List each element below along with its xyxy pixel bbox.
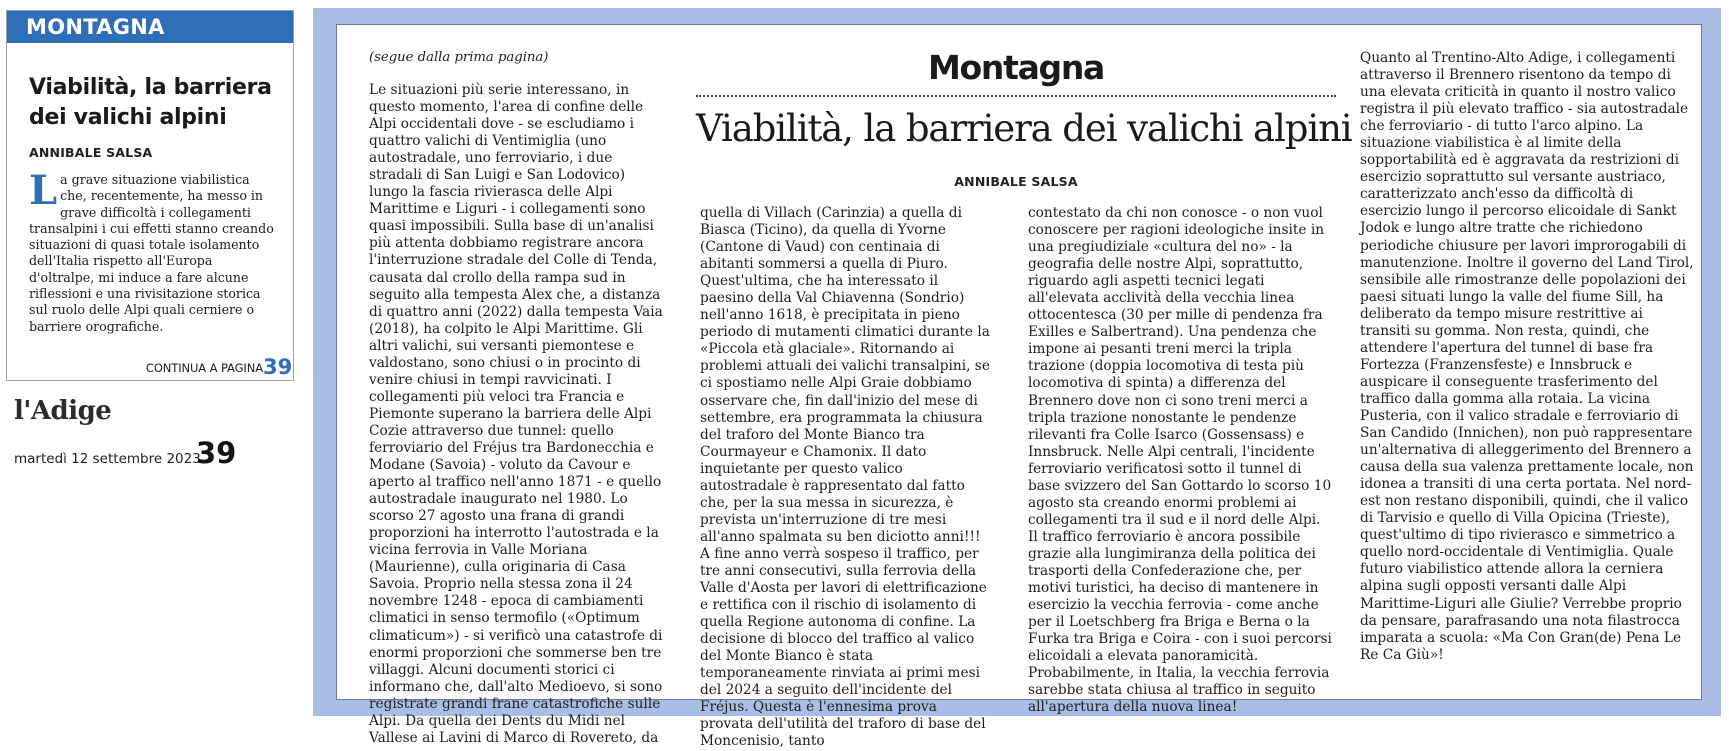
- page-number: 39: [196, 436, 237, 470]
- article-column-4: [1360, 50, 1696, 664]
- article-column-3: [1028, 205, 1332, 716]
- teaser-title: Viabilità, la barriera dei valichi alpini: [29, 75, 272, 130]
- column-text: contestato da chi non conosce - o non vuol conoscere per ragioni ideologiche insite in una pregiudiziale «cultura del no» - la geografia delle nostre Alpi, soprattutto, riguardo agli aspetti tecnici legati all'elevata acclività della vecchia linea ottocentesca (30 per mille di pendenza fra Exilles e Salbertrand). Una pendenza che impone ai pesanti treni merci la tripla trazione (doppia locomotiva di testa più locomotiva di spinta) a differenza del Brennero dove non ci sono treni merci a tripla trazione nonostante le pendenze rilevanti fra Colle Isarco (Gossensass) e Innsbruck. Nelle Alpi centrali, l'incidente ferroviario verificatosi sotto il tunnel di base svizzero del San Gottardo lo scorso 10 agosto sta creando enormi problemi ai collegamenti tra il sud e il nord delle Alpi. Il traffico ferroviario è ancora possibile grazie alla lungimiranza della politica dei trasporti della Confederazione che, per motivi turistici, ha deciso di mantenere in esercizio la vecchia ferrovia - come anche per il Loetschberg fra Briga e Berna o la Furka tra Briga e Coira - con i suoi percorsi elicoidali a elevata panoramicità. Probabilmente, in Italia, la vecchia ferrovia sarebbe stata chiusa al traffico in seguito all'apertura della nuova linea!: [1028, 205, 1332, 716]
- article-byline: ANNIBALE SALSA: [954, 174, 1078, 189]
- continue-label: CONTINUA A PAGINA: [145, 361, 263, 375]
- column-text: Quanto al Trentino-Alto Adige, i collegamenti attraverso il Brennero risentono da tempo di una elevata criticità in quanto il nostro valico registra il più elevato traffico - sia autostradale che ferroviario - di tutto l'arco alpino. La situazione viabilistica è al limite della sopportabilità ed è aggravata da restrizioni di esercizio soprattutto sul versante austriaco, caratterizzato anch'esso da difficoltà di esercizio lungo il percorso elicoidale di Sankt Jodok e lungo altre tratte che richiedono periodiche chiusure per lavori improrogabili di manutenzione. Inoltre il governo del Land Tirol, sensibile alle rimostranze delle popolazioni dei paesi situati lungo la valle del fiume Sill, ha deliberato da tempo misure restrittive ai transiti su gomma. Non resta, quindi, che attendere l'apertura del tunnel di base fra Fortezza (Franzensfeste) e Innsbruck e auspicare il conseguente trasferimento del traffico dalla gomma alla rotaia. La vicina Pusteria, con il valico stradale e ferroviario di San Candido (Innichen), non può rappresentare un'alternativa di alleggerimento del Brennero a causa della sua valenza prettamente locale, non idonea a transiti di una certa portata. Nel nord-est non restano disponibili, quindi, che il valico di Tarvisio e quello di Villa Opicina (Trieste), quest'ultimo di tipo rivierasco e simmetrico a quello nord-occidentale di Ventimiglia. Quale futuro viabilistico attende allora la cerniera alpina sugli opposti versanti dalle Alpi Marittime-Liguri alle Giulie? Verrebbe proprio da pensare, parafrasando una nota filastrocca imparata a scuola: «Ma Con Gran(de) Pena Le Re Ca Giù»!: [1360, 50, 1694, 663]
- teaser-body: [29, 167, 275, 335]
- teaser-body-text: a grave situazione viabilistica che, recentemente, ha messo in grave difficoltà i collegamenti transalpini i cui effetti stanno creando situazioni di quasi totale isolamento dell'Italia rispetto all'Europa d'oltralpe, mi induce a fare alcune riflessioni e una rivisitazione storica sul ruolo delle Alpi quali cerniere o barriere orografiche.: [29, 172, 274, 334]
- continue-page-number: 39: [263, 355, 293, 379]
- article-headline: Viabilità, la barriera dei valichi alpini: [696, 107, 1352, 150]
- dotted-rule: [696, 95, 1336, 97]
- issue-date: martedì 12 settembre 2023: [14, 451, 201, 467]
- column-text: quella di Villach (Carinzia) a quella di Biasca (Ticino), da quella di Yvorne (Cantone di Vaud) con centinaia di abitanti sommersi a quella di Piuro. Quest'ultima, che ha interessato il paesino della Val Chiavenna (Sondrio) nell'anno 1618, è precipitata in pieno periodo di mutamenti climatici durante la «Piccola età glaciale». Ritornando ai problemi attuali dei valichi transalpini, se ci spostiamo nelle Alpi Graie dobbiamo osservare che, fin dall'inizio del mese di settembre, era programmata la chiusura del traforo del Monte Bianco tra Courmayeur e Chamonix. Il dato inquietante per questo valico autostradale è rappresentato dal fatto che, per la sua messa in sicurezza, è prevista un'interruzione di tre mesi all'anno spalmata su ben diciotto anni!!! A fine anno verrà sospeso il traffico, per tre anni consecutivi, sulla ferrovia della Valle d'Aosta per lavori di elettrificazione e rettifica con il rischio di isolamento di quella Regione autonoma di confine. La decisione di blocco del traffico al valico del Monte Bianco è stata temporaneamente rinviata ai primi mesi del 2024 a seguito dell'incidente del Fréjus. Questa è l'ennesima prova provata dell'utilità del traforo di base del Moncenisio, tanto: [700, 205, 990, 750]
- article-column-2: [700, 205, 990, 751]
- article-kicker: Montagna: [927, 48, 1105, 87]
- drop-cap: L: [29, 167, 58, 214]
- section-label: MONTAGNA: [7, 11, 293, 43]
- newspaper-masthead: l'Adige: [14, 396, 112, 426]
- teaser-author: ANNIBALE SALSA: [29, 145, 153, 160]
- column-text: Le situazioni più serie interessano, in questo momento, l'area di confine delle Alpi occidentali dove - se escludiamo i quattro valichi di Ventimiglia (uno autostradale, uno ferroviario, i due stradali di San Luigi e San Lodovico) lungo la fascia rivierasca delle Alpi Marittime e Liguri - i collegamenti sono quasi impossibili. Sulla base di un'analisi più attenta dobbiamo registrare ancora l'interruzione stradale del Colle di Tenda, causata dal crollo della rampa sud in seguito alla tempesta Alex che, a distanza di quattro anni (2022) dalla tempesta Vaia (2018), ha colpito le Alpi Marittime. Gli altri valichi, sui versanti piemontese e valdostano, sono chiusi o in procinto di venire chiusi in tempi ravvicinati. I collegamenti più veloci tra Francia e Piemonte superano la barriera delle Alpi Cozie attraverso due tunnel: quello ferroviario del Fréjus tra Bardonecchia e Modane (Savoia) - voluto da Cavour e aperto al traffico nell'anno 1871 - e quello autostradale inaugurato nel 1980. Lo scorso 27 agosto una frana di grandi proporzioni ha interrotto l'autostrada e la vicina ferrovia in Valle Moriana (Maurienne), culla originaria di Casa Savoia. Proprio nella stessa zona il 24 novembre 1248 - epoca di cambiamenti climatici in senso termofilo («Optimum climaticum») - si verificò una catastrofe di enormi proporzioni che sommerse ben tre villaggi. Alcuni documenti storici ci informano che, dall'alto Medioevo, si sono registrate grandi frane catastrofiche sulle Alpi. Da quella dei Dents du Midi nel Vallese ai Lavini di Marco di Rovereto, da: [369, 82, 663, 746]
- continued-from-note: (segue dalla prima pagina): [369, 50, 549, 65]
- front-page-teaser: [6, 10, 294, 381]
- article-column-1: [369, 82, 667, 747]
